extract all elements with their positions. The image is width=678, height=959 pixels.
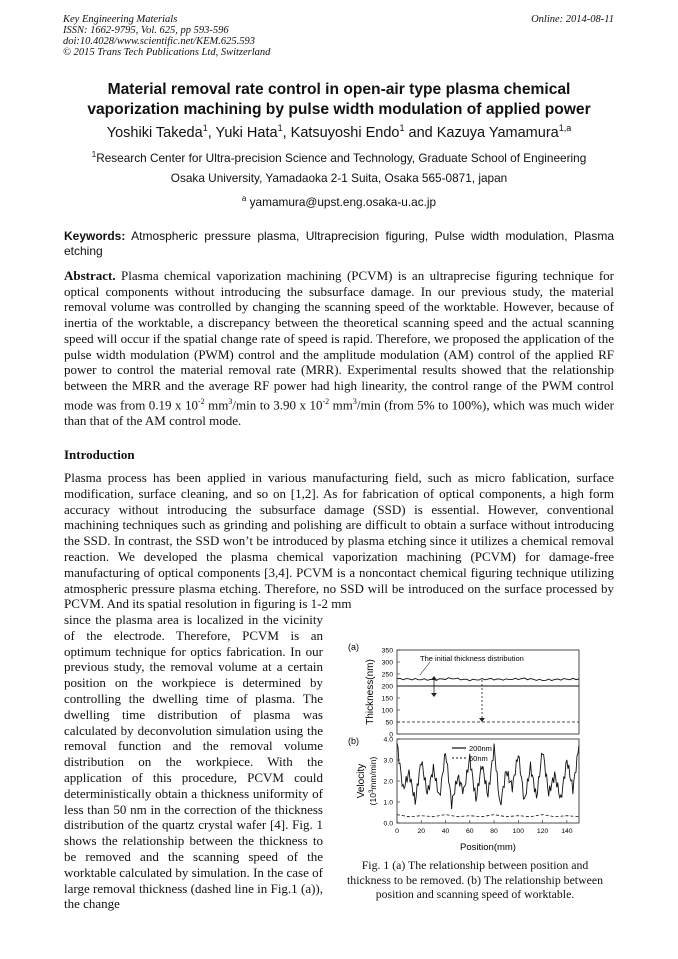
author-1: Yoshiki Takeda	[106, 124, 203, 141]
legend-200nm-label: 200nm	[469, 744, 492, 753]
abstract: Abstract. Plasma chemical vaporization machining (PCVM) is an ultraprecise figuring technique for optical components without introducing the subsurface damage. In our previous study, the material removal volume was controlled by changing the scanning speed of the worktable. However, because of inertia of the worktable, a discrepancy between the theoretical scanning speed and the actual scanning speed will occur if the spatial change rate of speed is rapid. Therefore, we proposed the application of the pulse width modulation (PWM) control and the amplitude modulation (AM) control of the applied RF power to control the material removal rate (MRR). Experimental results showed that the relationship between the MRR and the average RF power had high linearity, the control range of the PWM control mode was from 0.19 x $10^{-2}$ $mm^3/\min$ to 3.90 x $10^{-2}$ $mm^3/\min$ (from 5% to 100%), which was much wider than that of the AM control mode.	[64, 268, 614, 428]
online-date: Online: 2014-08-11	[531, 14, 614, 25]
legend-50nm-label: 50nm	[469, 754, 488, 763]
a-ytick-label-4: 200	[381, 683, 393, 691]
b-xtick-label-3: 60	[466, 828, 474, 835]
a-ytick-label-6: 300	[381, 659, 393, 667]
b-xtick-label-1: 20	[417, 828, 426, 835]
arrow-200nm-head-up	[431, 676, 437, 680]
author-list: Yoshiki Takeda$^1$, Yuki Hata$^1$, Katsuyoshi Endo$^1$ and Kazuya Yamamura$^{1,a}$	[106, 123, 572, 141]
b-xtick-label-0: 0	[395, 828, 399, 835]
a-ytick-label-3: 150	[381, 695, 393, 703]
a-series-0	[397, 678, 579, 681]
corresponding-email: $^a$ yamamura@upst.eng.osaka-u.ac.jp	[241, 194, 437, 209]
copyright-line: © 2015 Trans Tech Publications Ltd, Switzerland	[63, 47, 271, 58]
panel-b-xticks	[395, 820, 573, 835]
panel-b-xlabel: Position(mm)	[460, 842, 516, 853]
annotation-pointer	[420, 662, 430, 675]
panel-a-ylabel: Thickness(nm)	[365, 659, 376, 725]
figure-1	[344, 638, 614, 853]
b-xtick-label-5: 100	[512, 828, 525, 835]
b-ytick-label-1: 1.0	[383, 799, 393, 807]
b-xtick-label-6: 120	[536, 828, 549, 835]
figure-caption: Fig. 1 (a) The relationship between position and thickness to be removed. (b) The relationship between position and scanning speed of worktable.	[347, 858, 603, 901]
a-ytick-label-7: 350	[381, 647, 393, 655]
a-ytick-label-5: 250	[381, 671, 393, 679]
arrow-200nm-head-down	[431, 693, 437, 697]
paper-title: Material removal rate control in open-air type plasma chemical vaporization machining by pulse width modulation of applied power	[87, 81, 591, 118]
b-xtick-label-4: 80	[490, 828, 498, 835]
b-ytick-label-3: 3.0	[383, 757, 393, 765]
b-ytick-label-2: 2.0	[383, 778, 393, 786]
keywords-label: Keywords:	[64, 229, 126, 243]
a-ytick-label-2: 100	[381, 707, 393, 715]
b-ytick-label-4: 4.0	[383, 736, 393, 744]
panel-b-yticks	[384, 737, 400, 828]
b-series-1	[397, 815, 579, 817]
b-xtick-label-7: 140	[561, 828, 573, 835]
b-series-0	[397, 743, 579, 809]
journal-name: Key Engineering Materials	[63, 14, 178, 25]
journal-header	[63, 14, 423, 58]
panel-b-ylabel: Velocity	[356, 763, 367, 799]
abstract-label: Abstract.	[64, 268, 116, 283]
author-3: Katsuyoshi Endo	[290, 124, 400, 141]
issn-line: ISSN: 1662-9795, Vol. 625, pp 593-596	[63, 25, 229, 36]
panel-b-series	[397, 743, 579, 817]
affiliation-line-1: $^1$Research Center for Ultra-precision Science and Technology, Graduate School of Engineering	[91, 150, 587, 165]
doi-line: doi:10.4028/www.scientific.net/KEM.625.593	[63, 36, 255, 47]
author-4: Kazuya Yamamura	[436, 124, 559, 141]
panel-b-ylabel-unit: $(10^3mm/\min)$	[368, 756, 378, 806]
a-ytick-label-0: 0	[389, 731, 393, 739]
panel-a-label: (a)	[348, 642, 359, 652]
panel-b-label: (b)	[348, 736, 359, 746]
b-xtick-label-2: 40	[441, 828, 450, 835]
keywords: Keywords: Atmospheric pressure plasma, Ultraprecision figuring, Pulse width modulation, Plasma etching	[64, 229, 614, 258]
initial-thickness-annotation: The initial thickness distribution	[420, 654, 524, 663]
arrow-50nm-head	[479, 718, 485, 722]
affiliation-line-2: Osaka University, Yamadaoka 2-1 Suita, Osaka 565-0871, japan	[170, 171, 508, 185]
intro-paragraph: Plasma process has been applied in various manufacturing field, such as micro fablication, surface modification, surface cleaning, and so on [1,2]. As for fabrication of optical components, a high form accuracy without introducing the subsurface damage (SSD) is essential. However, conventional machining techniques such as grinding and polishing are difficult to obtain a surface without introducing the SSD. In contrast, the SSD won’t be introduced by plasma etching since it utilizes a chemical removal reaction. We developed the plasma chemical vaporization machining (PCVM) for damage-free manufacturing of optical components [3,4]. PCVM is a noncontact chemical figuring technique utilizing atmospheric pressure plasma etching. Therefore, no SSD will be introduced on the surface processed by PCVM. And its spatial resolution in figuring is 1-2 mm	[64, 470, 614, 612]
section-heading-introduction: Introduction	[64, 447, 135, 462]
intro-paragraph-column: since the plasma area is localized in the vicinity of the electrode. Therefore, PCVM is an optimum technique for optics fabrication. In our previous study, the removal volume at a certain position on the workpiece is determined by controlling the dwelling time of plasma. The dwelling time distribution of plasma was calculated by deconvolution simulation using the removal function and the removal volume distribution on the workpiece. With the application of this procedure, PCVM could deterministically obtain a thickness uniformity of less than 50 nm in the correction of the thickness distribution of the quartz crystal wafer [4]. Fig. 1 shows the relationship between the thickness to be removed and the scanning speed of the worktable calculated by simulation. In the case of large removal thickness (dashed line in Fig.1 (a)), the change	[64, 612, 323, 912]
author-2: Yuki Hata	[215, 124, 278, 141]
panel-a-series	[397, 678, 579, 722]
a-ytick-label-1: 50	[385, 719, 393, 727]
b-ytick-label-0: 0.0	[383, 820, 393, 828]
